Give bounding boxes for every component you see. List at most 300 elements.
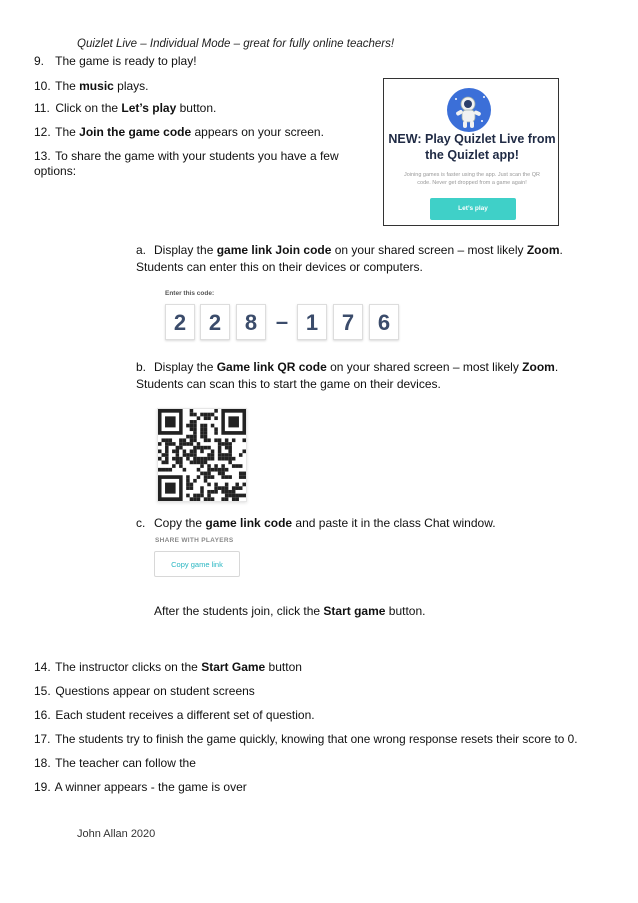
step-number: 19. (34, 780, 51, 794)
qr-module (239, 475, 243, 479)
bold-text-run: Zoom (526, 243, 560, 257)
qr-module (239, 464, 243, 468)
qr-module (176, 461, 180, 465)
qr-module (200, 457, 204, 461)
text-run: The instructor clicks on the (55, 660, 202, 674)
qr-module (190, 453, 194, 457)
text-run: button (265, 660, 302, 674)
qr-module (207, 416, 211, 420)
option-text (136, 360, 558, 391)
step-19 (34, 780, 247, 795)
qr-module (225, 446, 229, 450)
step-text (55, 101, 216, 115)
qr-finder (165, 483, 176, 494)
qr-module (239, 486, 243, 490)
qr-module (200, 494, 204, 498)
text-run: The (55, 125, 80, 139)
qr-module (207, 475, 211, 479)
qr-module (172, 464, 176, 468)
qr-module (193, 494, 197, 498)
qr-module (193, 453, 197, 457)
qr-module (207, 446, 211, 450)
qr-module (158, 442, 162, 446)
qr-module (214, 483, 218, 487)
lets-play-button[interactable]: Let’s play (430, 198, 516, 220)
text-run: Display the (154, 360, 217, 374)
qr-module (242, 483, 246, 487)
text-run: plays. (113, 79, 149, 93)
qr-module (204, 461, 208, 465)
qr-module (193, 427, 197, 431)
qr-module (218, 453, 222, 457)
text-run: on your shared screen – most likely (326, 360, 523, 374)
qr-module (225, 475, 229, 479)
qr-module (186, 453, 190, 457)
qr-module (242, 472, 246, 476)
qr-module (179, 446, 183, 450)
qr-module (204, 446, 208, 450)
qr-module (221, 475, 225, 479)
text-run: The teacher can follow the (55, 756, 196, 770)
qr-module (228, 457, 232, 461)
qr-module (200, 472, 204, 476)
qr-module (232, 497, 236, 501)
qr-module (190, 449, 194, 453)
qr-module (193, 449, 197, 453)
qr-module (221, 497, 225, 501)
qr-module (239, 472, 243, 476)
qr-module (200, 424, 204, 428)
bold-text-run: game link code (205, 516, 293, 530)
qr-module (193, 457, 197, 461)
step-number: 17. (34, 732, 51, 746)
step-number: 13. (34, 149, 51, 163)
qr-module (186, 442, 190, 446)
qr-module (214, 416, 218, 420)
qr-module (190, 438, 194, 442)
qr-module (221, 468, 225, 472)
qr-module (193, 461, 197, 465)
step-15 (34, 684, 255, 699)
step-text (55, 125, 324, 139)
step-text (55, 756, 196, 770)
qr-module (197, 475, 201, 479)
qr-module (228, 446, 232, 450)
bold-text-run: Start game (323, 604, 386, 618)
step-number: 11. (34, 101, 50, 115)
text-run: After the students join, click the (154, 604, 324, 618)
text-run: . Students can scan this to start the game on their devices. (136, 360, 559, 391)
qr-module (193, 424, 197, 428)
qr-module (228, 461, 232, 465)
qr-module (211, 468, 215, 472)
bold-text-run: game link Join code (216, 243, 332, 257)
qr-module (204, 475, 208, 479)
qr-module (225, 490, 229, 494)
qr-module (232, 490, 236, 494)
qr-module (225, 468, 229, 472)
qr-module (214, 486, 218, 490)
qr-module (172, 449, 176, 453)
qr-module (218, 468, 222, 472)
join-code-label: Enter this code: (165, 290, 215, 297)
qr-module (211, 424, 215, 428)
text-run: The game is ready to play! (55, 54, 197, 68)
qr-module (193, 446, 197, 450)
option-b (136, 359, 606, 393)
qr-module (179, 442, 183, 446)
text-run: The (55, 79, 80, 93)
bold-text-run: music (79, 79, 114, 93)
text-run: The students try to finish the game quickly, knowing that one wrong response resets their score to 0. (55, 732, 578, 746)
qr-module (232, 457, 236, 461)
qr-module (190, 413, 194, 417)
qr-module (207, 468, 211, 472)
text-run: and paste it in the class Chat window. (292, 516, 496, 530)
qr-module (200, 486, 204, 490)
qr-module (225, 438, 229, 442)
qr-module (242, 438, 246, 442)
qr-module (221, 457, 225, 461)
text-run: . Students can enter this on their devices or computers. (136, 243, 563, 274)
qr-module (204, 438, 208, 442)
qr-module (186, 479, 190, 483)
text-run: Copy the (154, 516, 206, 530)
qr-module (200, 431, 204, 435)
qr-module (211, 490, 215, 494)
text-run: To share the game with your students you have a few options: (34, 149, 339, 178)
qr-module (193, 479, 197, 483)
qr-module (197, 446, 201, 450)
astronaut-icon (444, 85, 494, 135)
qr-module (190, 442, 194, 446)
qr-module (193, 497, 197, 501)
qr-module (190, 435, 194, 439)
after-join-text (154, 604, 425, 618)
copy-game-link-button[interactable]: Copy game link (154, 551, 240, 577)
qr-module (179, 461, 183, 465)
qr-module (190, 409, 194, 413)
qr-module (197, 497, 201, 501)
qr-module (200, 461, 204, 465)
qr-module (232, 486, 236, 490)
qr-module (193, 435, 197, 439)
step-text (55, 780, 247, 794)
qr-module (190, 424, 194, 428)
qr-module (225, 497, 229, 501)
join-code-digit: 2 (165, 304, 195, 340)
qr-module (200, 427, 204, 431)
step-number: 15. (34, 684, 51, 698)
qr-module (186, 475, 190, 479)
qr-module (228, 494, 232, 498)
qr-module (197, 461, 201, 465)
qr-module (214, 409, 218, 413)
qr-module (204, 416, 208, 420)
qr-module (218, 472, 222, 476)
promo-subtitle: Joining games is faster using the app. Just scan the QR code. Never get dropped from a game again! (403, 172, 541, 186)
qr-module (239, 453, 243, 457)
option-text (154, 516, 496, 530)
qr-module (211, 453, 215, 457)
qr-module (207, 494, 211, 498)
qr-module (183, 468, 187, 472)
qr-module (162, 438, 166, 442)
text-run: Each student receives a different set of question. (55, 708, 315, 722)
step-18 (34, 756, 196, 771)
step-text (55, 732, 577, 746)
qr-module (225, 442, 229, 446)
qr-module (190, 420, 194, 424)
promo-title: NEW: Play Quizlet Live from the Quizlet app! (388, 132, 556, 162)
qr-module (197, 442, 201, 446)
qr-module (169, 468, 173, 472)
qr-module (242, 449, 246, 453)
qr-module (186, 435, 190, 439)
qr-module (193, 413, 197, 417)
step-11 (34, 101, 216, 116)
qr-module (218, 486, 222, 490)
share-with-players-label: SHARE WITH PLAYERS (155, 537, 234, 544)
qr-module (200, 490, 204, 494)
qr-module (200, 449, 204, 453)
option-text (136, 243, 563, 274)
qr-module (214, 438, 218, 442)
qr-module (207, 453, 211, 457)
qr-module (190, 497, 194, 501)
qr-module (162, 453, 166, 457)
qr-module (204, 457, 208, 461)
qr-module (186, 483, 190, 487)
option-a (136, 242, 606, 276)
text-run: A winner appears - the game is over (54, 780, 247, 794)
qr-module (218, 457, 222, 461)
qr-module (221, 464, 225, 468)
qr-module (190, 461, 194, 465)
qr-module (204, 479, 208, 483)
qr-module (190, 486, 194, 490)
step-number: 9. (34, 54, 45, 68)
qr-module (221, 472, 225, 476)
qr-module (200, 446, 204, 450)
qr-module (165, 442, 169, 446)
text-run: Questions appear on student screens (55, 684, 255, 698)
text-run: on your shared screen – most likely (331, 243, 527, 257)
qr-module (200, 435, 204, 439)
qr-module (235, 464, 239, 468)
qr-module (218, 438, 222, 442)
qr-module (235, 494, 239, 498)
qr-module (225, 483, 229, 487)
qr-module (228, 490, 232, 494)
qr-module (228, 442, 232, 446)
qr-module (158, 468, 162, 472)
qr-module (225, 486, 229, 490)
qr-module (211, 457, 215, 461)
qr-module (162, 461, 166, 465)
bold-text-run: Start Game (201, 660, 266, 674)
qr-module (165, 468, 169, 472)
bold-text-run: Game link QR code (216, 360, 327, 374)
step-number: 18. (34, 756, 51, 770)
qr-module (186, 494, 190, 498)
qr-module (179, 438, 183, 442)
qr-module (242, 475, 246, 479)
text-run: Click on the (55, 101, 122, 115)
qr-module (204, 427, 208, 431)
qr-module (235, 483, 239, 487)
qr-module (214, 464, 218, 468)
qr-module (232, 464, 236, 468)
document-header: Quizlet Live – Individual Mode – great for fully online teachers! (77, 38, 395, 50)
text-run: button. (176, 101, 217, 115)
qr-module (204, 472, 208, 476)
qr-module (239, 494, 243, 498)
after-join-instruction (154, 604, 425, 618)
step-13 (34, 149, 354, 179)
qr-module (165, 438, 169, 442)
qr-module (228, 449, 232, 453)
step-17 (34, 732, 577, 747)
qr-module (207, 457, 211, 461)
qr-module (211, 475, 215, 479)
qr-module (221, 486, 225, 490)
qr-module (186, 486, 190, 490)
qr-module (207, 464, 211, 468)
qr-module (214, 490, 218, 494)
qr-code (157, 408, 247, 502)
qr-module (200, 464, 204, 468)
step-number: 14. (34, 660, 51, 674)
qr-module (190, 483, 194, 487)
text-run: appears on your screen. (191, 125, 324, 139)
step-text (55, 684, 254, 698)
qr-module (204, 435, 208, 439)
step-16 (34, 708, 315, 723)
bold-text-run: Zoom (522, 360, 555, 374)
text-run: button. (385, 604, 426, 618)
join-code-digit: 2 (200, 304, 230, 340)
qr-module (225, 457, 229, 461)
option-label: a. (136, 243, 147, 257)
qr-module (211, 449, 215, 453)
step-number: 16. (34, 708, 51, 722)
qr-module (221, 490, 225, 494)
qr-module (207, 472, 211, 476)
document-footer: John Allan 2020 (77, 828, 156, 840)
step-text (55, 660, 302, 674)
qr-module (214, 431, 218, 435)
step-text (34, 149, 339, 178)
qr-module (183, 438, 187, 442)
qr-module (232, 494, 236, 498)
qr-finder (165, 416, 176, 427)
qr-module (169, 438, 173, 442)
join-code-digit: 6 (369, 304, 399, 340)
step-12 (34, 125, 324, 140)
step-text (55, 79, 148, 93)
qr-module (204, 424, 208, 428)
qr-module (193, 438, 197, 442)
qr-module (207, 483, 211, 487)
option-c (136, 515, 606, 532)
qr-module (158, 457, 162, 461)
promo-card (383, 78, 559, 226)
step-10 (34, 79, 149, 94)
step-9 (34, 54, 197, 69)
step-text (55, 708, 314, 722)
qr-module (165, 453, 169, 457)
qr-module (193, 420, 197, 424)
join-code-digit: 7 (333, 304, 363, 340)
qr-module (176, 457, 180, 461)
qr-finder (228, 416, 239, 427)
qr-module (242, 494, 246, 498)
qr-module (221, 453, 225, 457)
option-label: c. (136, 516, 146, 530)
qr-module (214, 427, 218, 431)
qr-module (165, 457, 169, 461)
text-run: Display the (154, 243, 217, 257)
qr-code-image (158, 409, 246, 501)
qr-module (172, 442, 176, 446)
qr-module (162, 468, 166, 472)
qr-module (176, 453, 180, 457)
qr-module (165, 446, 169, 450)
qr-module (207, 497, 211, 501)
qr-module (225, 453, 229, 457)
qr-module (172, 457, 176, 461)
qr-module (197, 416, 201, 420)
qr-module (179, 457, 183, 461)
qr-module (186, 457, 190, 461)
bold-text-run: Let’s play (121, 101, 177, 115)
qr-module (218, 446, 222, 450)
qr-module (218, 449, 222, 453)
qr-module (197, 468, 201, 472)
qr-module (158, 449, 162, 453)
qr-module (211, 413, 215, 417)
step-14 (34, 660, 302, 675)
qr-module (235, 486, 239, 490)
qr-module (183, 453, 187, 457)
join-code-digit: 1 (297, 304, 327, 340)
qr-module (165, 449, 169, 453)
qr-module (190, 427, 194, 431)
qr-module (176, 449, 180, 453)
step-number: 12. (34, 125, 51, 139)
qr-module (197, 494, 201, 498)
join-code-separator: – (275, 309, 289, 334)
qr-module (207, 413, 211, 417)
qr-module (200, 413, 204, 417)
qr-module (228, 453, 232, 457)
qr-module (218, 442, 222, 446)
bold-text-run: Join the game code (79, 125, 192, 139)
qr-module (179, 464, 183, 468)
qr-module (183, 449, 187, 453)
qr-module (214, 468, 218, 472)
qr-module (232, 438, 236, 442)
step-text (55, 54, 196, 68)
qr-module (204, 497, 208, 501)
option-label: b. (136, 360, 147, 374)
qr-module (235, 497, 239, 501)
qr-module (221, 442, 225, 446)
qr-module (176, 446, 180, 450)
join-code-digit: 8 (236, 304, 266, 340)
qr-module (207, 490, 211, 494)
